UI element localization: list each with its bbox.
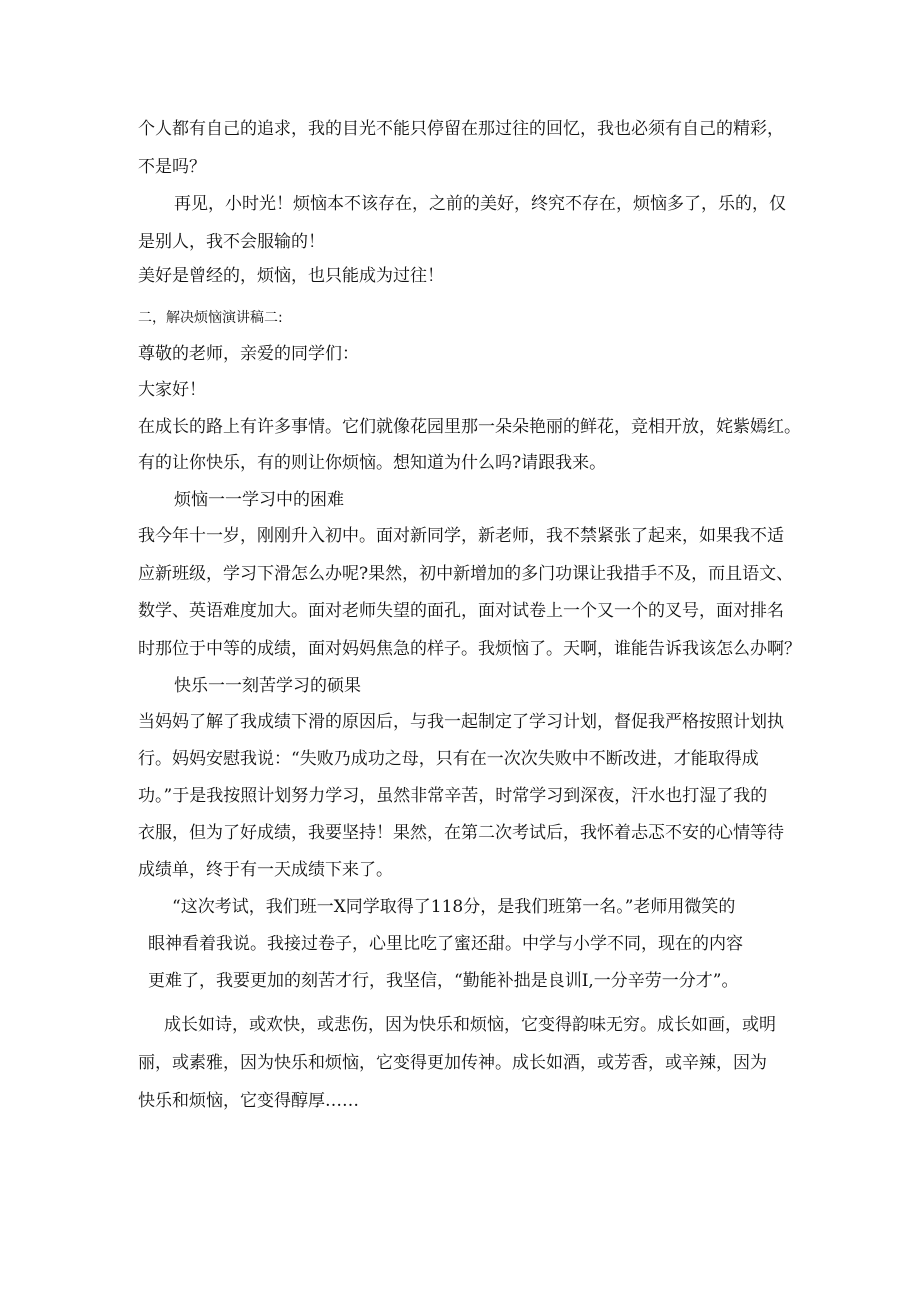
result-line-1: “这次考试，我们班一X同学取得了118分，是我们班第一名。”老师用微笑的 <box>172 897 736 917</box>
joy-line-1: 当妈妈了解了我成绩下滑的原因后，与我一起制定了学习计划，督促我严格按照计划执 <box>138 712 784 732</box>
greeting: 尊敬的老师，亲爱的同学们： <box>138 344 359 364</box>
closing-line-3: 快乐和烦恼，它变得醇厚…… <box>138 1091 359 1111</box>
joy-line-4: 衣服，但为了好成绩，我要坚持！果然，在第二次考试后，我怀着忐忑不安的心情等待 <box>138 823 784 843</box>
trouble-line-2: 应新班级，学习下滑怎么办呢?果然，初中新增加的多门功课让我措手不及，而且语文、 <box>138 564 794 584</box>
trouble-line-3: 数学、英语难度加大。面对老师失望的面孔，面对试卷上一个又一个的叉号，面对排名 <box>138 601 784 621</box>
intro-line-1: 个人都有自己的追求，我的目光不能只停留在那过往的回忆，我也必须有自己的精彩， <box>138 119 784 139</box>
opening-line-1: 在成长的路上有许多事情。它们就像花园里那一朵朵艳丽的鲜花，竞相开放，姹紫嫣红。 <box>138 417 801 437</box>
trouble-line-4: 时那位于中等的成绩，面对妈妈焦急的样子。我烦恼了。天啊，谁能告诉我该怎么办啊？ <box>138 639 801 659</box>
result-line-3: 更难了，我要更加的刻苦才行，我坚信，“勤能补拙是良训I,一分辛劳一分才”。 <box>148 971 739 991</box>
intro-line-2: 不是吗？ <box>138 157 206 177</box>
intro-line-5: 美好是曾经的，烦恼，也只能成为过往！ <box>138 266 444 286</box>
intro-line-4: 是别人，我不会服输的！ <box>138 232 325 252</box>
salutation: 大家好！ <box>138 380 206 400</box>
section-heading: 二，解决烦恼演讲稿二: <box>138 310 283 326</box>
intro-line-3: 再见，小时光！烦恼本不该存在，之前的美好，终究不存在，烦恼多了，乐的，仅 <box>174 194 786 214</box>
closing-line-2: 丽，或素雅，因为快乐和烦恼，它变得更加传神。成长如酒，或芳香，或辛辣，因为 <box>138 1053 767 1073</box>
joy-line-3: 功。”于是我按照计划努力学习，虽然非常辛苦，时常学习到深夜，汗水也打湿了我的 <box>138 786 768 806</box>
joy-line-2: 行。妈妈安慰我说：“失败乃成功之母，只有在一次次失败中不断改进，才能取得成 <box>138 749 759 769</box>
opening-line-2: 有的让你快乐，有的则让你烦恼。想知道为什么吗?请跟我来。 <box>138 453 607 473</box>
trouble-line-1: 我今年十一岁，刚刚升入初中。面对新同学，新老师，我不禁紧张了起来，如果我不适 <box>138 526 784 546</box>
closing-line-1: 成长如诗，或欢快，或悲伤，因为快乐和烦恼，它变得韵味无穷。成长如画，或明 <box>164 1015 776 1035</box>
result-line-2: 眼神看着我说。我接过卷子，心里比吃了蜜还甜。中学与小学不同，现在的内容 <box>148 934 743 954</box>
subtitle-joy: 快乐一一刻苦学习的硕果 <box>174 676 361 696</box>
joy-line-5: 成绩单，终于有一天成绩下来了。 <box>138 860 393 880</box>
subtitle-trouble: 烦恼一一学习中的困难 <box>174 490 344 510</box>
